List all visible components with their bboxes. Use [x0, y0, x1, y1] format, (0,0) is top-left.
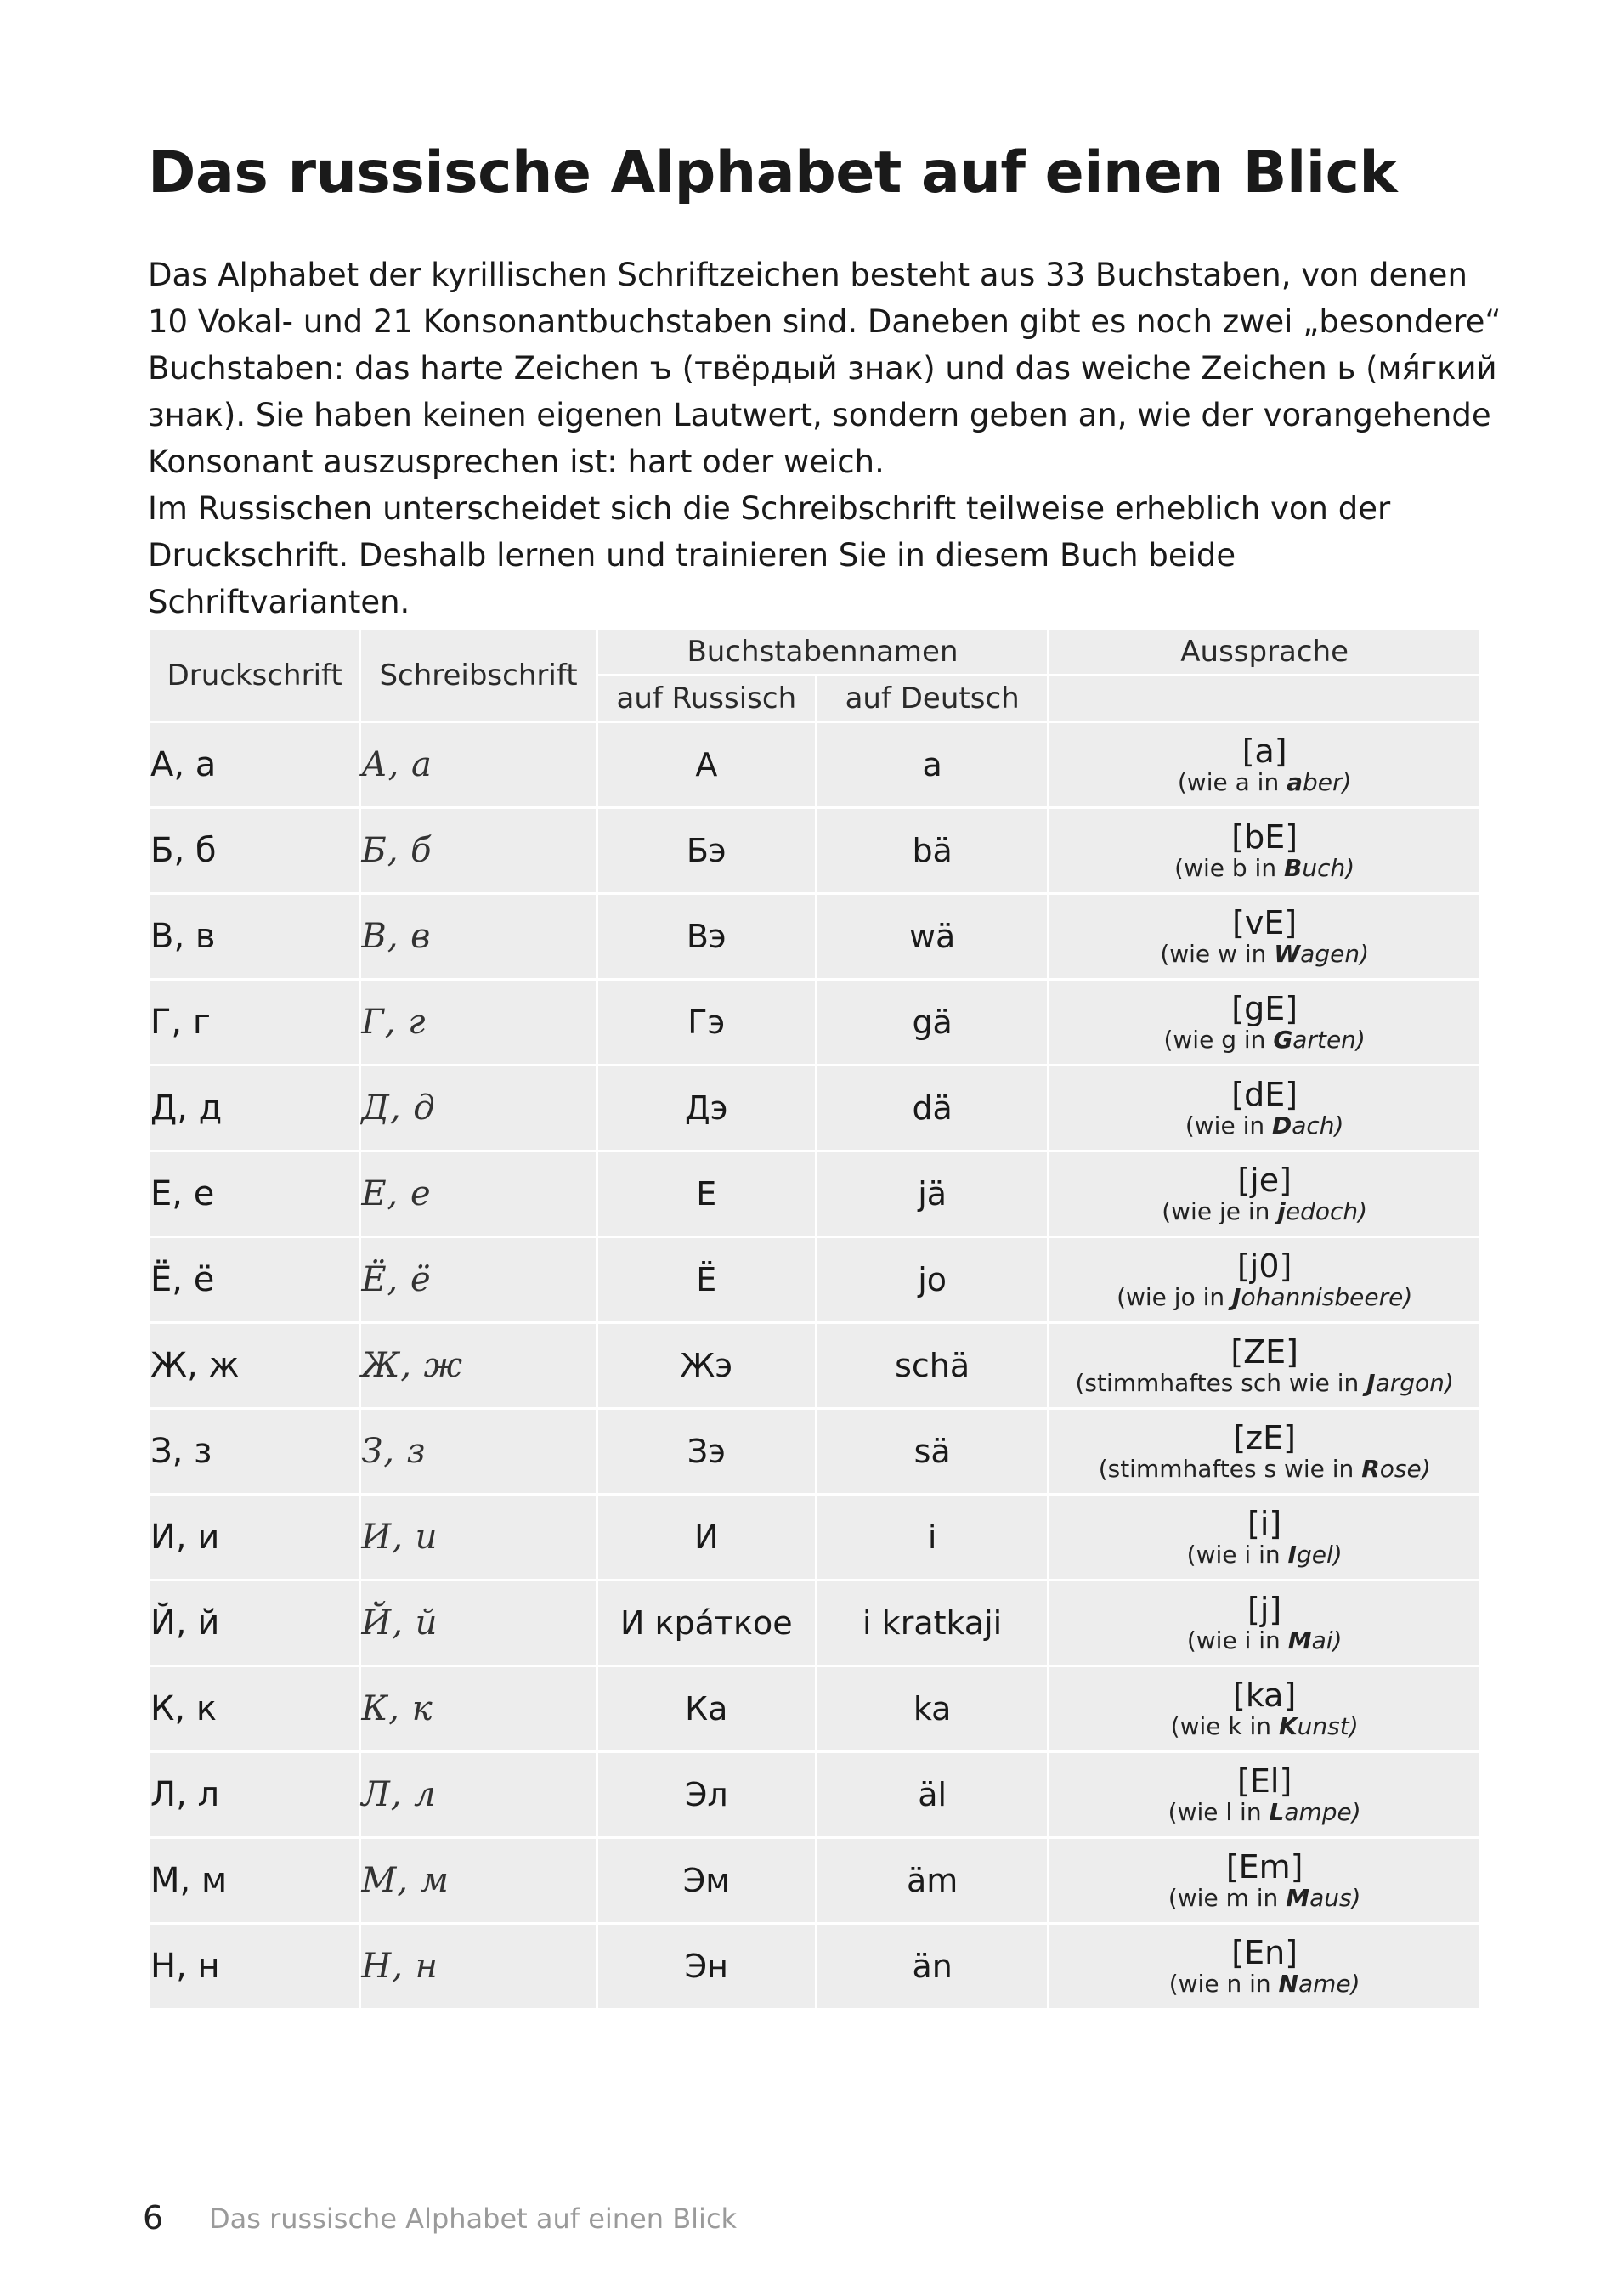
print-letter: И, и: [150, 1496, 359, 1579]
ipa-symbol: [j]: [1247, 1591, 1282, 1628]
table-row: [150, 1667, 1479, 1750]
pronunciation-example: (wie i in Mai): [1186, 1626, 1343, 1654]
example-key-letter: W: [1274, 940, 1301, 968]
script-letter: Ж, ж: [361, 1324, 595, 1407]
print-letter: Ё, ё: [150, 1238, 359, 1321]
pronunciation: [1049, 1324, 1479, 1407]
script-letter: Б, б: [361, 809, 595, 892]
script-letter: Е, е: [361, 1152, 595, 1236]
russian-name: Эл: [598, 1753, 815, 1836]
pronunciation: [1049, 981, 1479, 1064]
pronunciation-example: (wie n in Name): [1168, 1970, 1360, 1998]
page-title: Das russische Alphabet auf einen Blick: [148, 139, 1398, 206]
table-row: [150, 895, 1479, 978]
script-letter: А, а: [361, 723, 595, 806]
header-script: Schreibschrift: [361, 630, 595, 721]
ipa-symbol: [zE]: [1233, 1419, 1296, 1456]
ipa-symbol: [a]: [1241, 732, 1287, 770]
script-letter: И, и: [361, 1496, 595, 1579]
german-name: i: [817, 1496, 1047, 1579]
pronunciation-example: (stimmhaftes sch wie in Jargon): [1075, 1369, 1454, 1397]
print-letter: Г, г: [150, 981, 359, 1064]
german-name: schä: [817, 1324, 1047, 1407]
script-letter: Г, г: [361, 981, 595, 1064]
script-letter: З, з: [361, 1410, 595, 1493]
pronunciation: [1049, 723, 1479, 806]
german-name: gä: [817, 981, 1047, 1064]
example-key-letter: J: [1366, 1369, 1376, 1397]
pronunciation: [1049, 1238, 1479, 1321]
table-row: [150, 1839, 1479, 1922]
print-letter: З, з: [150, 1410, 359, 1493]
ipa-symbol: [gE]: [1231, 990, 1298, 1027]
pronunciation: [1049, 1925, 1479, 2008]
alphabet-table: [148, 627, 1482, 2010]
pronunciation-example: (wie je in jedoch): [1162, 1197, 1368, 1225]
pronunciation: [1049, 895, 1479, 978]
print-letter: А, а: [150, 723, 359, 806]
ipa-symbol: [ZE]: [1230, 1333, 1299, 1371]
german-name: wä: [817, 895, 1047, 978]
pronunciation: [1049, 1839, 1479, 1922]
pronunciation-example: (wie m in Maus): [1168, 1884, 1361, 1912]
german-name: äl: [817, 1753, 1047, 1836]
script-letter: Л, л: [361, 1753, 595, 1836]
pronunciation: [1049, 1152, 1479, 1236]
table-row: [150, 1753, 1479, 1836]
intro-paragraph-2: Im Russischen unterscheidet sich die Schreibschrift teilweise erheblich von der Druckschrift. Deshalb lernen und trainieren Sie in diesem Buch beide Schriftvarianten.: [148, 490, 1391, 620]
print-letter: В, в: [150, 895, 359, 978]
german-name: i kratkaji: [817, 1581, 1047, 1665]
script-letter: Д, д: [361, 1066, 595, 1150]
pronunciation-example: (stimmhaftes s wie in Rose): [1098, 1455, 1431, 1483]
table-row: [150, 1496, 1479, 1579]
example-key-letter: M: [1287, 1626, 1312, 1654]
german-name: bä: [817, 809, 1047, 892]
table-row: [150, 723, 1479, 806]
ipa-symbol: [i]: [1247, 1505, 1282, 1542]
russian-name: Дэ: [598, 1066, 815, 1150]
russian-name: Вэ: [598, 895, 815, 978]
example-key-letter: L: [1269, 1798, 1285, 1826]
script-letter: Й, й: [361, 1581, 595, 1665]
ipa-symbol: [En]: [1231, 1934, 1298, 1971]
pronunciation-example: (wie g in Garten): [1163, 1026, 1366, 1054]
german-name: än: [817, 1925, 1047, 2008]
pronunciation: [1049, 1410, 1479, 1493]
pronunciation-example: (wie i in Igel): [1186, 1541, 1343, 1569]
german-name: jä: [817, 1152, 1047, 1236]
ipa-symbol: [Em]: [1225, 1848, 1303, 1886]
header-print: Druckschrift: [150, 630, 359, 721]
russian-name: А: [598, 723, 815, 806]
example-key-letter: G: [1273, 1026, 1293, 1054]
example-key-letter: D: [1272, 1111, 1292, 1140]
pronunciation: [1049, 1667, 1479, 1750]
pronunciation: [1049, 809, 1479, 892]
hard-sign-term: ъ (твёрдый знак): [649, 350, 936, 387]
example-key-letter: K: [1278, 1712, 1298, 1740]
script-letter: Ё, ё: [361, 1238, 595, 1321]
example-key-letter: R: [1361, 1455, 1380, 1483]
russian-name: Ка: [598, 1667, 815, 1750]
russian-name: Зэ: [598, 1410, 815, 1493]
german-name: ka: [817, 1667, 1047, 1750]
russian-name: Гэ: [598, 981, 815, 1064]
russian-name: Эн: [598, 1925, 815, 2008]
ipa-symbol: [je]: [1237, 1162, 1292, 1199]
print-letter: М, м: [150, 1839, 359, 1922]
table-row: [150, 1324, 1479, 1407]
german-name: a: [817, 723, 1047, 806]
soft-sign-term: ь (мя́гкий знак): [148, 350, 1497, 433]
example-key-letter: M: [1286, 1884, 1310, 1912]
russian-name: Жэ: [598, 1324, 815, 1407]
intro-text: [148, 252, 1507, 625]
german-name: dä: [817, 1066, 1047, 1150]
pronunciation: [1049, 1496, 1479, 1579]
print-letter: Б, б: [150, 809, 359, 892]
german-name: jo: [817, 1238, 1047, 1321]
german-name: sä: [817, 1410, 1047, 1493]
pronunciation-example: (wie a in aber): [1177, 768, 1352, 796]
print-letter: Н, н: [150, 1925, 359, 2008]
example-key-letter: N: [1278, 1970, 1298, 1998]
alphabet-table-body: [150, 723, 1479, 2008]
header-russian: auf Russisch: [598, 676, 815, 721]
print-letter: Й, й: [150, 1581, 359, 1665]
table-row: [150, 1410, 1479, 1493]
table-row: [150, 1238, 1479, 1321]
pronunciation: [1049, 1753, 1479, 1836]
script-letter: В, в: [361, 895, 595, 978]
pronunciation-example: (wie l in Lampe): [1168, 1798, 1361, 1826]
table-row: [150, 1925, 1479, 2008]
print-letter: К, к: [150, 1667, 359, 1750]
pronunciation: [1049, 1581, 1479, 1665]
print-letter: Ж, ж: [150, 1324, 359, 1407]
example-key-letter: J: [1232, 1283, 1241, 1311]
pronunciation-example: (wie w in Wagen): [1160, 940, 1369, 968]
header-german: auf Deutsch: [817, 676, 1047, 721]
print-letter: Е, е: [150, 1152, 359, 1236]
print-letter: Л, л: [150, 1753, 359, 1836]
example-key-letter: B: [1284, 854, 1303, 882]
pronunciation-example: (wie in Dach): [1185, 1111, 1344, 1140]
german-name: äm: [817, 1839, 1047, 1922]
script-letter: К, к: [361, 1667, 595, 1750]
table-row: [150, 1581, 1479, 1665]
intro-paragraph-1: Das Alphabet der kyrillischen Schriftzeichen besteht aus 33 Buchstaben, von denen 10 Vokal- und 21 Konsonantbuchstaben sind. Daneben gibt es noch zwei „besondere“ Buchstaben: das harte Zeichen ъ (твёрдый знак) und das weiche Zeichen ь (мя́гкий знак). Sie haben keinen eigenen Lautwert, sondern geben an, wie der vorangehende Konsonant auszusprechen ist: hart oder weich.: [148, 257, 1501, 480]
pronunciation-example: (wie jo in Johannisbeere): [1117, 1283, 1413, 1311]
header-pronunciation-empty: [1049, 676, 1479, 721]
pronunciation-example: (wie b in Buch): [1174, 854, 1355, 882]
russian-name: И: [598, 1496, 815, 1579]
header-pronunciation: Aussprache: [1049, 630, 1479, 674]
example-key-letter: I: [1287, 1541, 1297, 1569]
ipa-symbol: [dE]: [1231, 1076, 1298, 1113]
ipa-symbol: [bE]: [1231, 818, 1298, 856]
pronunciation-example: (wie k in Kunst): [1170, 1712, 1359, 1740]
table-row: [150, 809, 1479, 892]
table-row: [150, 1066, 1479, 1150]
ipa-symbol: [vE]: [1232, 904, 1298, 942]
russian-name: Ё: [598, 1238, 815, 1321]
ipa-symbol: [El]: [1237, 1762, 1292, 1800]
russian-name: Бэ: [598, 809, 815, 892]
example-key-letter: j: [1277, 1197, 1286, 1225]
pronunciation: [1049, 1066, 1479, 1150]
table-row: [150, 981, 1479, 1064]
running-title: Das russische Alphabet auf einen Blick: [209, 2203, 738, 2235]
table-row: [150, 1152, 1479, 1236]
ipa-symbol: [j0]: [1236, 1247, 1292, 1285]
page-number: 6: [143, 2199, 164, 2237]
script-letter: Н, н: [361, 1925, 595, 2008]
russian-name: Эм: [598, 1839, 815, 1922]
print-letter: Д, д: [150, 1066, 359, 1150]
example-key-letter: a: [1287, 768, 1303, 796]
header-letter-names: Buchstabennamen: [598, 630, 1048, 674]
russian-name: И кра́ткое: [598, 1581, 815, 1665]
script-letter: М, м: [361, 1839, 595, 1922]
russian-name: Е: [598, 1152, 815, 1236]
ipa-symbol: [ka]: [1233, 1677, 1297, 1714]
